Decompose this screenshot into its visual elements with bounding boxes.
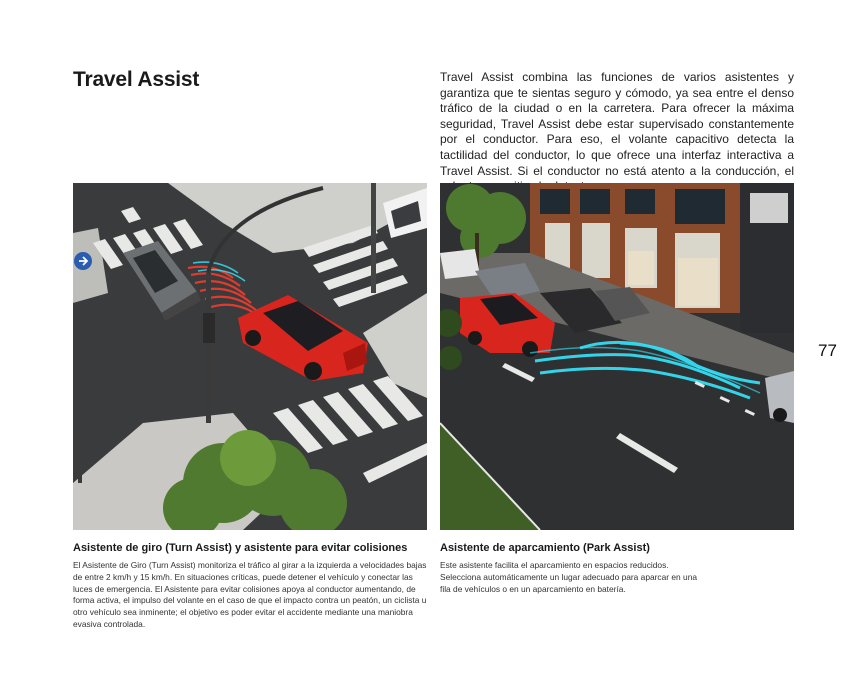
page-title: Travel Assist (73, 68, 200, 91)
park-assist-heading: Asistente de aparcamiento (Park Assist) (440, 542, 650, 554)
page-number: 77 (818, 341, 837, 360)
park-assist-description: Este asistente facilita el aparcamiento en espacios reducidos. Selecciona automáticamente un lugar adecuado para aparcar en una fila de vehículos o en un aparcamiento en batería. (440, 560, 698, 594)
park-assist-photo (440, 183, 794, 530)
turn-assist-heading: Asistente de giro (Turn Assist) y asistente para evitar colisiones (73, 542, 408, 554)
turn-assist-photo (73, 183, 427, 530)
intro-paragraph: Travel Assist combina las funciones de varios asistentes y garantiza que te sientas seguro y cómodo, ya sea entre el denso tráfico de la ciudad o en la carretera. Para ofrecer la máxima seguridad, Travel Assist debe estar supervisado constantemente por el conductor. Para eso, el volante capacitivo detecta la tactilidad del conductor, lo que ofrece una interfaz interactiva a Travel Assist. Si el conductor no está atento a la conducción, el (440, 70, 794, 178)
turn-assist-description: El Asistente de Giro (Turn Assist) monitoriza el tráfico al girar a la izquierda a velocidades bajas de entre 2 km/h y 15 km/h. En situaciones críticas, puede detener el vehículo y conectar las luces de emergencia. El Asistente para evitar colisiones apoya al conductor aumentando, de forma activa, el impulso del volante en el caso de que el impacto contra un peatón, un ciclista u otro vehículo sea inminente; el objetivo es poder evitar el accidente mediante una maniobra evasiva controlada. (73, 560, 427, 629)
